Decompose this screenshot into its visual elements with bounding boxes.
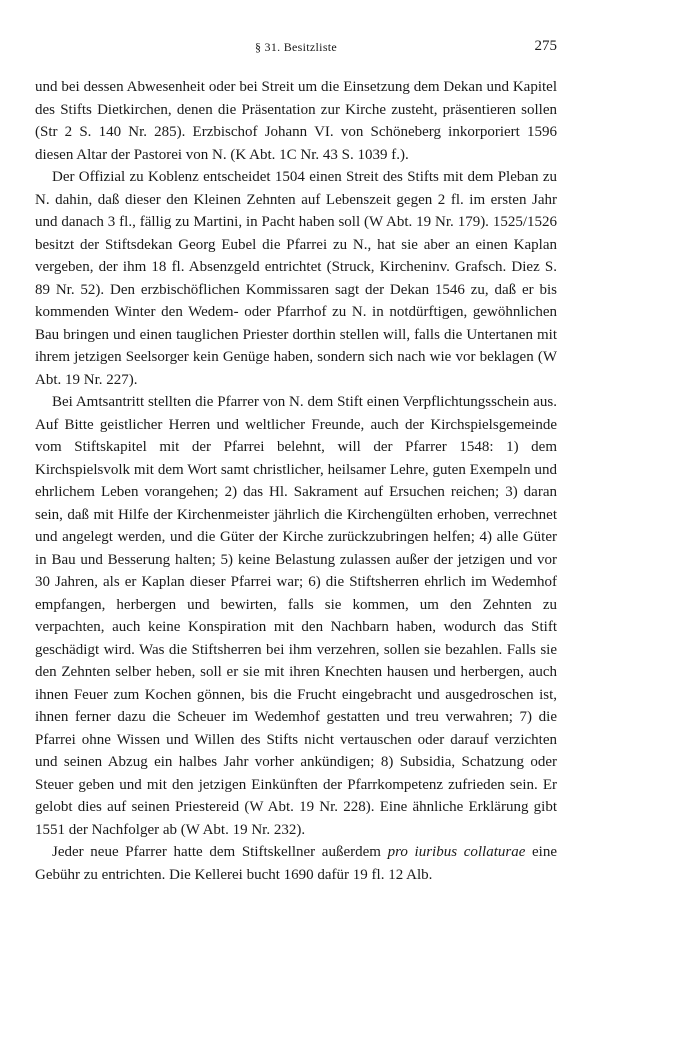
paragraph-4 bbox=[35, 841, 557, 886]
latin-phrase: pro iuribus collaturae bbox=[387, 844, 526, 860]
body-text bbox=[35, 76, 557, 886]
running-title: § 31. Besitzliste bbox=[254, 40, 338, 54]
paragraph-4-text-end: eine Gebühr zu entrichten. Die Kellerei bucht 1690 dafür 19 fl. 12 Alb. bbox=[35, 844, 557, 883]
paragraph-2: Der Offizial zu Koblenz entscheidet 1504 einen Streit des Stifts mit dem Pleban zu N. dahin, daß dieser den Kleinen Zehnten auf Lebenszeit gegen 2 fl. im ersten Jahr und danach 3 fl., fällig zu Martini, in Pacht haben soll (W Abt. 19 Nr. 179). 1525/1526 besitzt der Stiftsdekan Georg Eubel die Pfarrei zu N., hat sie aber an einen Kaplan vergeben, der ihm 18 fl. Absenzgeld entrichtet (Struck, Kircheninv. Grafsch. Diez S. 89 Nr. 52). Den erzbischöflichen Kommissaren sagt der Dekan 1546 zu, daß er bis kommenden Winter den Wedem- oder Pfarrhof zu N. in notdürftigen, gewöhnlichen Bau bringen und einen tauglichen Priester dorthin stellen will, falls die Untertanen mit ihrem jetzigen Seelsorger kein Genüge haben, sondern sich nach wie vor beklagen (W Abt. 19 Nr. 227). bbox=[35, 169, 557, 388]
page-number: 275 bbox=[534, 38, 557, 54]
page-header bbox=[35, 40, 557, 60]
paragraph-4-text-start: Jeder neue Pfarrer hatte dem Stiftskellner außerdem bbox=[52, 844, 388, 860]
paragraph-3: Bei Amtsantritt stellten die Pfarrer von N. dem Stift einen Verpflichtungsschein aus. Auf Bitte geistlicher Herren und weltlicher Freunde, auch der Kirchspielsgemeinde vom Stiftskapitel mit der Pfarrei belehnt, will der Pfarrer 1548: 1) dem Kirchspielsvolk mit dem Wort samt christlicher, heilsamer Lehre, guten Exempeln und ehrlichem Leben vorangehen; 2) das Hl. Sakrament auf Ersuchen reichen; 3) daran sein, daß mit Hilfe der Kirchenmeister jährlich die Kirchengülten erhoben, verrechnet und angelegt werden, und die Güter der Kirche zurückzubringen helfen; 4) alle Güter in Bau und Besserung halten; 5) keine Belastung zulassen außer der jetzigen und vor 30 Jahren, als er Kaplan dieser Pfarrei war; 6) die Stiftsherren ehrlich im Wedemhof empfangen, herbergen und bewirten, falls sie kommen, um den Zehnten zu verpachten, auch keine Konspiration mit den Nachbarn haben, wodurch das Stift geschädigt wird. Was die Stiftsherren bei ihm verzehren, sollen sie bezahlen. Falls sie den Zehnten selber heben, soll er sie mit ihren Knechten hausen und herbergen, auch ihnen Feuer zum Kochen gönnen, bis die Frucht eingebracht und ausgedroschen ist, ihnen ferner dazu die Scheuer im Wedemhof gestatten und treu verwahren; 7) die Pfarrei ohne Wissen und Willen des Stifts nicht vertauschen oder darauf verzichten und seinen Abzug ein halbes Jahr vorher ankündigen; 8) Subsidia, Schatzung oder Steuer geben und mit den jetzigen Einkünften der Pfarrkompetenz zufrieden sein. Er gelobt dies auf seinen Priestereid (W Abt. 19 Nr. 228). Eine ähnliche Erklärung gibt 1551 der Nachfolger ab (W Abt. 19 Nr. 232). bbox=[35, 394, 557, 838]
paragraph-1: und bei dessen Abwesenheit oder bei Streit um die Einsetzung dem Dekan und Kapitel des Stifts Dietkirchen, denen die Präsentation zur Kirche zusteht, präsentieren sollen (Str 2 S. 140 Nr. 285). Erzbischof Johann VI. von Schöneberg inkorporiert 1596 diesen Altar der Pastorei von N. (K Abt. 1C Nr. 43 S. 1039 f.). bbox=[35, 79, 557, 163]
